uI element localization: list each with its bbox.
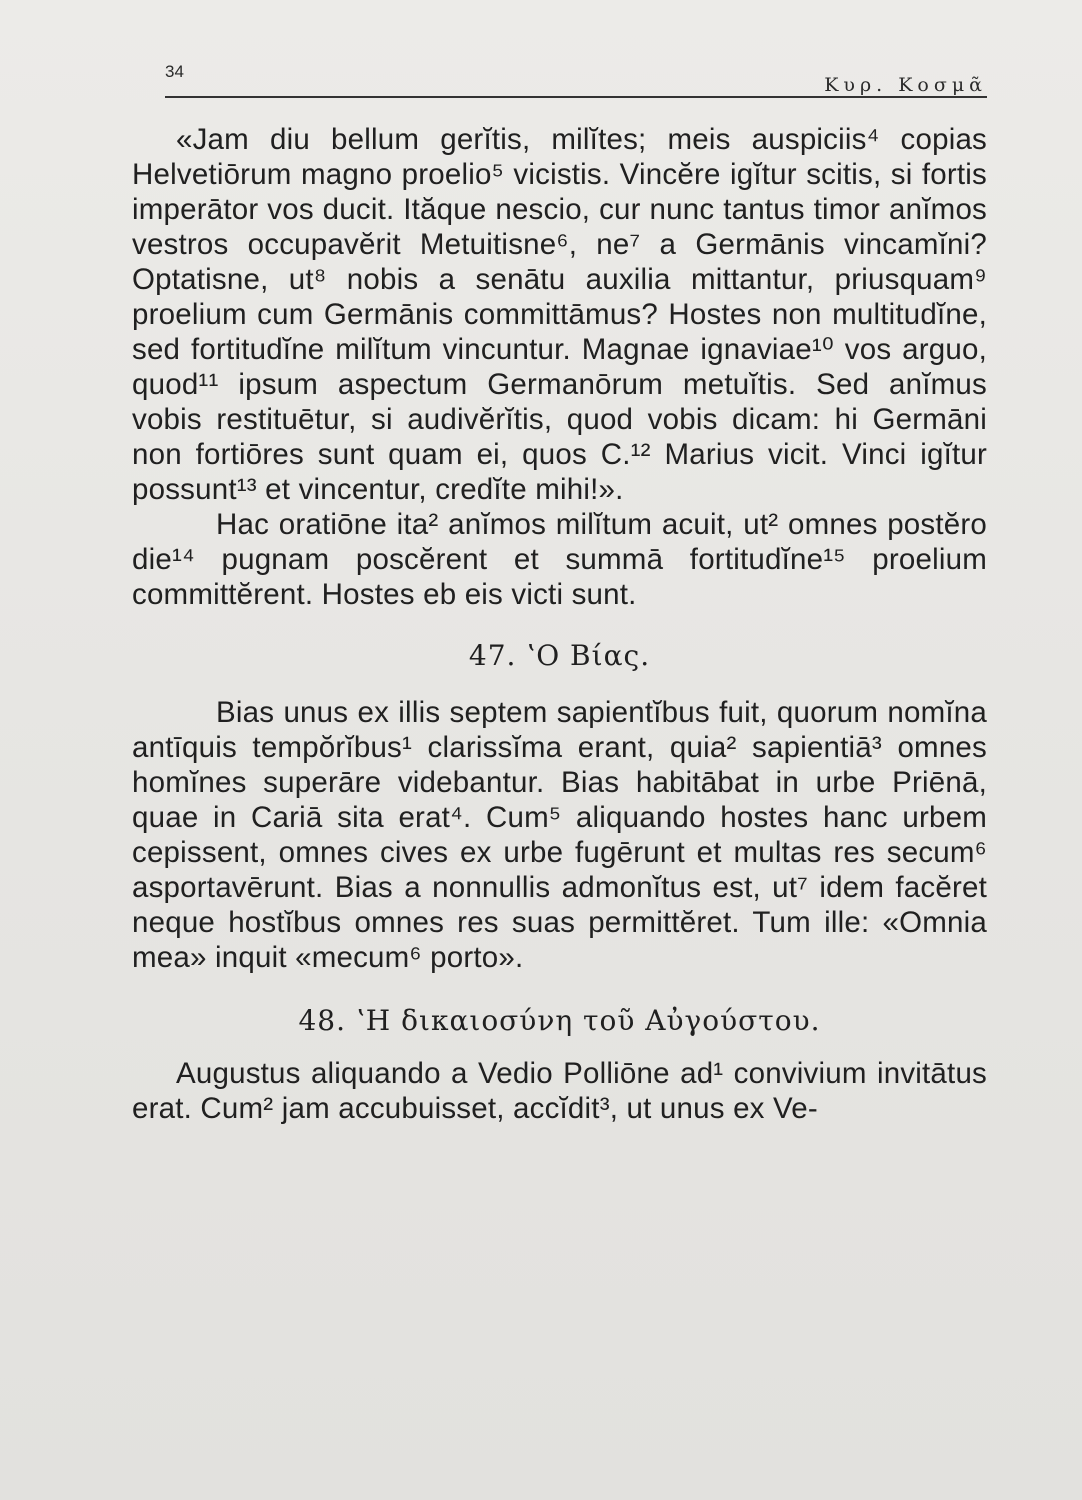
- section-heading-48: 48. ʽΗ δικαιοσύνη τοῦ Αὐγούστου.: [298, 1004, 821, 1037]
- paragraph-conclusion: Hac oratiōne ita² anĭmos milĭtum acuit, ut² omnes postĕro die¹⁴ pugnam poscĕrent et summā fortitudĭne¹⁵ proelium committĕrent. Hostes eb eis victi sunt.: [132, 508, 987, 611]
- page-number: 34: [165, 62, 184, 81]
- page-body: [132, 122, 987, 1126]
- paragraph-bias: Bias unus ex illis septem sapientĭbus fuit, quorum nomĭna antīquis tempŏrĭbus¹ clarissĭma erant, quia² sapientiā³ omnes homĭnes superāre videbantur. Bias habitābat in urbe Priēnā, quae in Cariā sita erat⁴. Cum⁵ aliquando hostes hanc urbem cepissent, omnes cives ex urbe fugērunt et multas res secum⁶ asportavērunt. Bias a nonnullis admonĭtus est, ut⁷ idem facĕret neque hostĭbus omnes res suas permittĕret. Tum ille: «Omnia mea» inquit «mecum⁶ porto».: [132, 696, 987, 974]
- paragraph-speech: «Jam diu bellum gerĭtis, milĭtes; meis auspiciis⁴ copias Helvetiōrum magno proelio⁵ vicistis. Vincĕre igĭtur scitis, si fortis imperātor vos ducit. Ităque nescio, cur nunc tantus timor anĭmos vestros occupavĕrit Metuitisne⁶, ne⁷ a Germānis vincamĭni? Optatisne, ut⁸ nobis a senātu auxilia mittantur, priusquam⁹ proelium cum Germānis committāmus? Hostes non multitudĭne, sed fortitudĭne milĭtum vincuntur. Magnae ignaviae¹⁰ vos arguo, quod¹¹ ipsum aspectum Germanōrum metuĭtis. Sed anĭmus vobis restituētur, si audivĕrĭtis, quod vobis dicam: hi Germāni non fortiōres sunt quam ei, quos C.¹² Marius vicit. Vinci igĭtur possunt¹³ et vincentur, credĭte mihi!».: [132, 123, 987, 506]
- paragraph-augustus: Augustus aliquando a Vedio Polliōne ad¹ convivium invitātus erat. Cum² jam accubuisset, accĭdit³, ut unus ex Ve-: [132, 1057, 987, 1125]
- running-head: Κυρ. Κοσμᾶ: [824, 74, 987, 96]
- page-header: [165, 58, 987, 100]
- section-heading-47: 47. ʽΟ Βίας.: [468, 639, 651, 672]
- header-rule: [165, 96, 987, 98]
